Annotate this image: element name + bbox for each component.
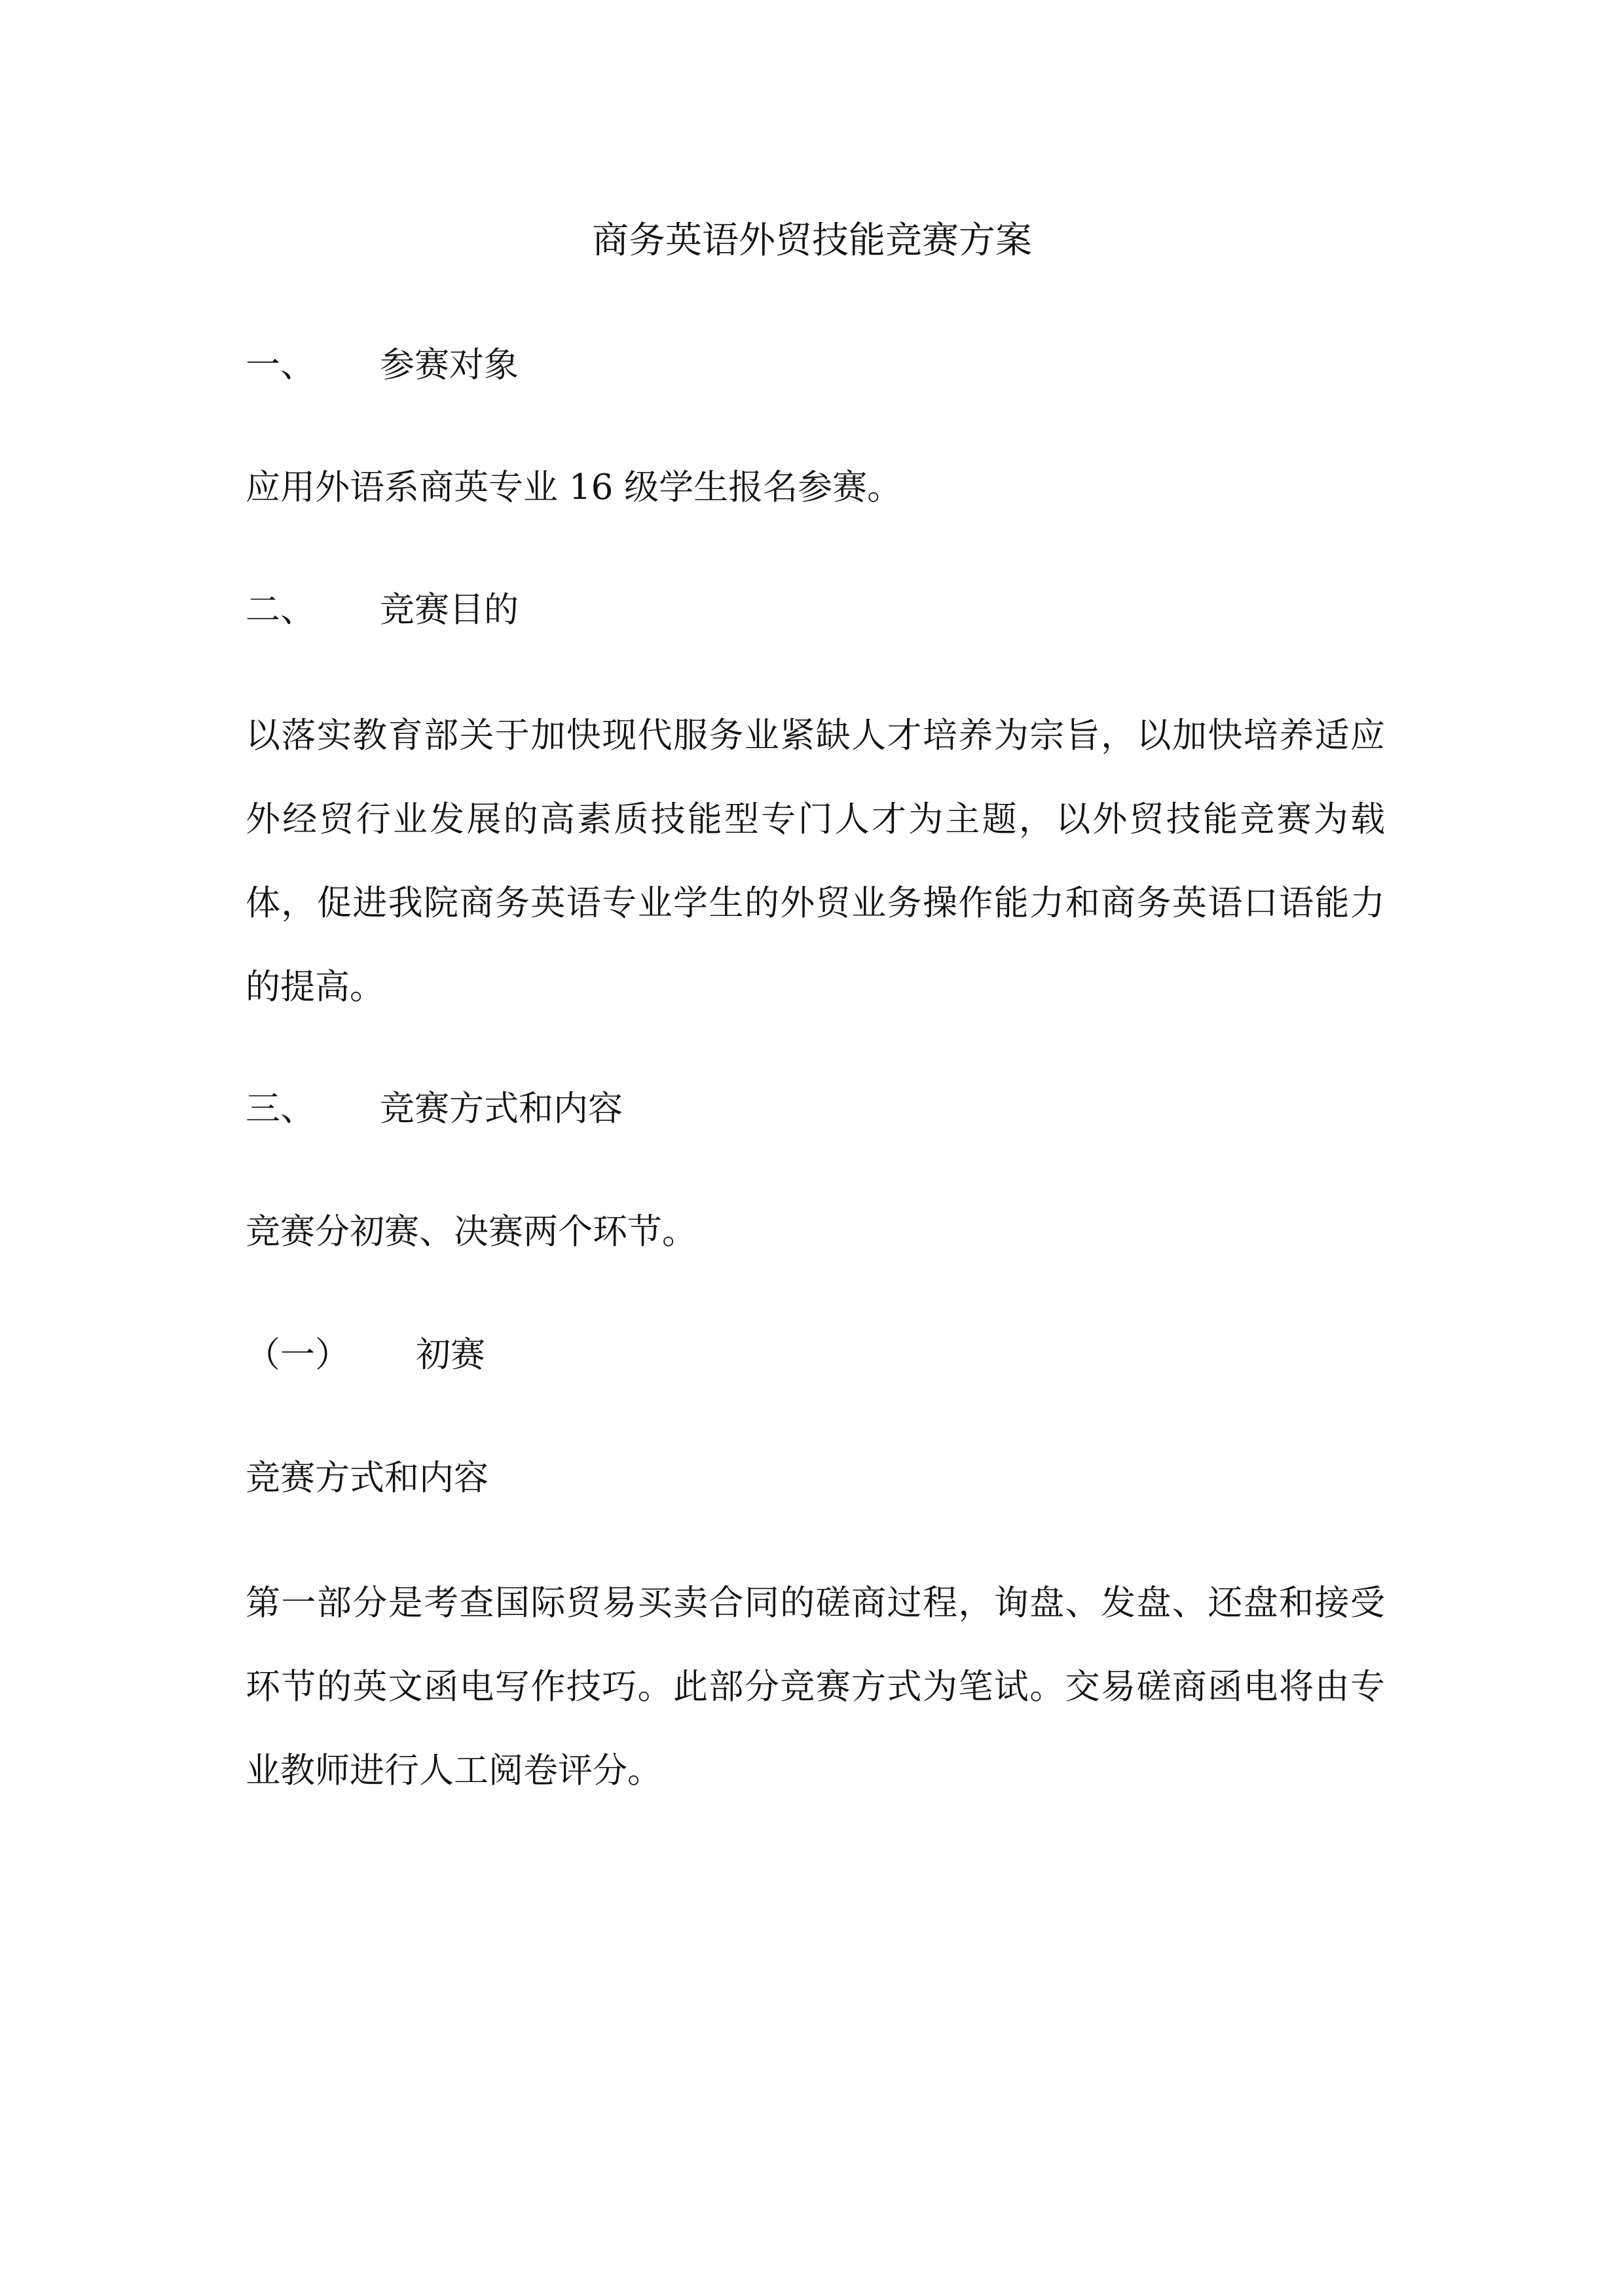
subsection-1-title: 初赛: [416, 1335, 485, 1375]
section-3-number: 三、: [246, 1089, 315, 1129]
section-3-title: 竞赛方式和内容: [380, 1089, 623, 1129]
section-1-heading: [246, 344, 1392, 386]
subsection-1-number: （一）: [246, 1335, 350, 1375]
section-1-title: 参赛对象: [380, 345, 519, 385]
section-1-body: 应用外语系商英专业 16 级学生报名参赛。: [246, 467, 902, 507]
section-2-heading: [246, 589, 1392, 631]
subsection-1-subheading: 竞赛方式和内容: [246, 1458, 489, 1498]
section-2-body: 以落实教育部关于加快现代服务业紧缺人才培养为宗旨，以加快培养适应外经贸行业发展的高素质技能型专门人才为主题，以外贸技能竞赛为载体，促进我院商务英语专业学生的外贸业务操作能力和商务英语口语能力的提高。: [246, 716, 1385, 1007]
document-title: 商务英语外贸技能竞赛方案: [592, 219, 1032, 262]
subsection-1-heading: [246, 1334, 1392, 1376]
section-3-body: 竞赛分初赛、决赛两个环节。: [246, 1212, 697, 1252]
section-3-heading: [246, 1088, 1392, 1130]
section-1-number: 一、: [246, 345, 315, 385]
section-2-title: 竞赛目的: [380, 590, 519, 630]
section-2-number: 二、: [246, 590, 315, 630]
subsection-1-body: 第一部分是考查国际贸易买卖合同的磋商过程，询盘、发盘、还盘和接受环节的英文函电写作技巧。此部分竞赛方式为笔试。交易磋商函电将由专业教师进行人工阅卷评分。: [246, 1583, 1385, 1791]
